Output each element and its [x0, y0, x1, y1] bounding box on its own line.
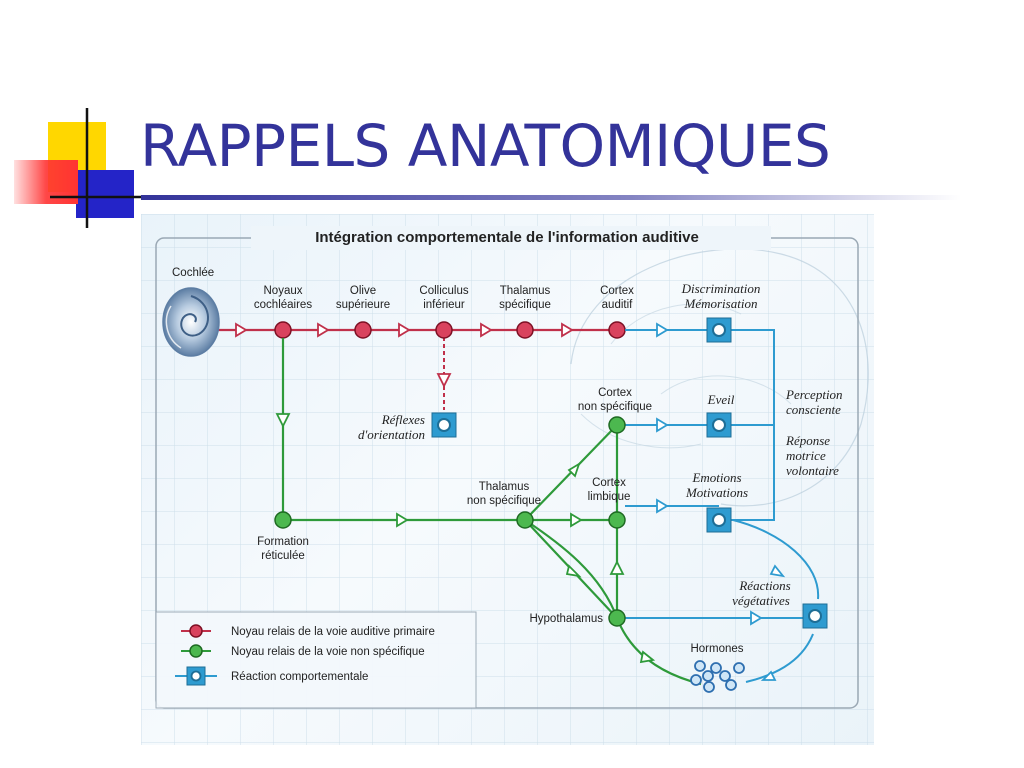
label-colliculus-2: inférieur	[423, 299, 465, 311]
label-eveil: Eveil	[707, 392, 735, 407]
label-cortex-limbique-2: limbique	[587, 491, 631, 503]
label-reactions-2: végétatives	[732, 593, 790, 608]
node-cortex-non-specifique	[609, 417, 625, 433]
node-thalamus-non-specifique	[517, 512, 533, 528]
cochlea-image	[163, 288, 219, 356]
node-cortex-auditif	[609, 322, 625, 338]
label-perception-1: Perception	[786, 387, 843, 402]
label-cortex-auditif-2: auditif	[601, 299, 633, 311]
legend	[156, 612, 476, 708]
label-reflexes-1: Réflexes	[381, 412, 425, 427]
slide-title: RAPPELS ANATOMIQUES	[140, 112, 831, 180]
label-olive-2: supérieure	[335, 299, 391, 311]
box-emotions	[707, 508, 731, 532]
label-emotions: Emotions	[692, 470, 742, 485]
diagram-figure	[141, 214, 874, 745]
legend-label-behavioral: Réaction comportementale	[231, 671, 369, 683]
label-olive-1: Olive	[349, 285, 377, 297]
label-colliculus-1: Colliculus	[419, 285, 469, 297]
label-reponse-2: motrice	[786, 448, 826, 463]
label-memorisation: Mémorisation	[684, 296, 758, 311]
label-formation-1: Formation	[257, 536, 309, 548]
title-underline	[141, 195, 961, 200]
label-formation-2: réticulée	[261, 550, 305, 562]
label-cortex-limbique-1: Cortex	[592, 477, 626, 489]
label-perception-2: consciente	[786, 402, 841, 417]
label-hormones: Hormones	[690, 643, 744, 655]
box-discrimination	[707, 318, 731, 342]
label-cochlee: Cochlée	[172, 267, 215, 279]
node-cortex-limbique	[609, 512, 625, 528]
label-cortex-non-spec-1: Cortex	[598, 387, 632, 399]
label-reactions-1: Réactions	[739, 578, 791, 593]
label-cortex-auditif-1: Cortex	[600, 285, 634, 297]
box-reactions-vegetatives	[803, 604, 827, 628]
deco-blue-square	[76, 170, 134, 218]
node-colliculus-inferieur	[436, 322, 452, 338]
box-eveil	[707, 413, 731, 437]
node-noyaux-cochleaires	[275, 322, 291, 338]
label-noyaux-1: Noyaux	[263, 285, 303, 297]
diagram-title: Intégration comportementale de l'information auditive	[315, 229, 699, 246]
label-thalamus-non-spec-2: non spécifique	[466, 495, 542, 507]
node-thalamus-specifique	[517, 322, 533, 338]
node-hypothalamus	[609, 610, 625, 626]
box-reflexes	[432, 413, 456, 437]
label-discrimination: Discrimination	[681, 281, 761, 296]
node-olive-superieure	[355, 322, 371, 338]
node-formation-reticulee	[275, 512, 291, 528]
label-reponse-3: volontaire	[786, 463, 839, 478]
legend-label-primary: Noyau relais de la voie auditive primaire	[231, 626, 435, 638]
label-hypothalamus: Hypothalamus	[529, 613, 603, 625]
label-cortex-non-spec-2: non spécifique	[577, 401, 653, 413]
deco-yellow-square	[48, 122, 106, 192]
label-thalamus-spec-1: Thalamus	[499, 285, 551, 297]
label-motivations: Motivations	[685, 485, 749, 500]
label-thalamus-spec-2: spécifique	[499, 299, 551, 311]
diagram-svg	[141, 214, 874, 745]
label-thalamus-non-spec-1: Thalamus	[478, 481, 530, 493]
legend-label-nonspecific: Noyau relais de la voie non spécifique	[231, 646, 425, 658]
label-noyaux-2: cochléaires	[253, 299, 313, 311]
label-reflexes-2: d'orientation	[357, 427, 425, 442]
label-reponse-1: Réponse	[786, 433, 831, 448]
deco-red-square	[14, 160, 78, 204]
